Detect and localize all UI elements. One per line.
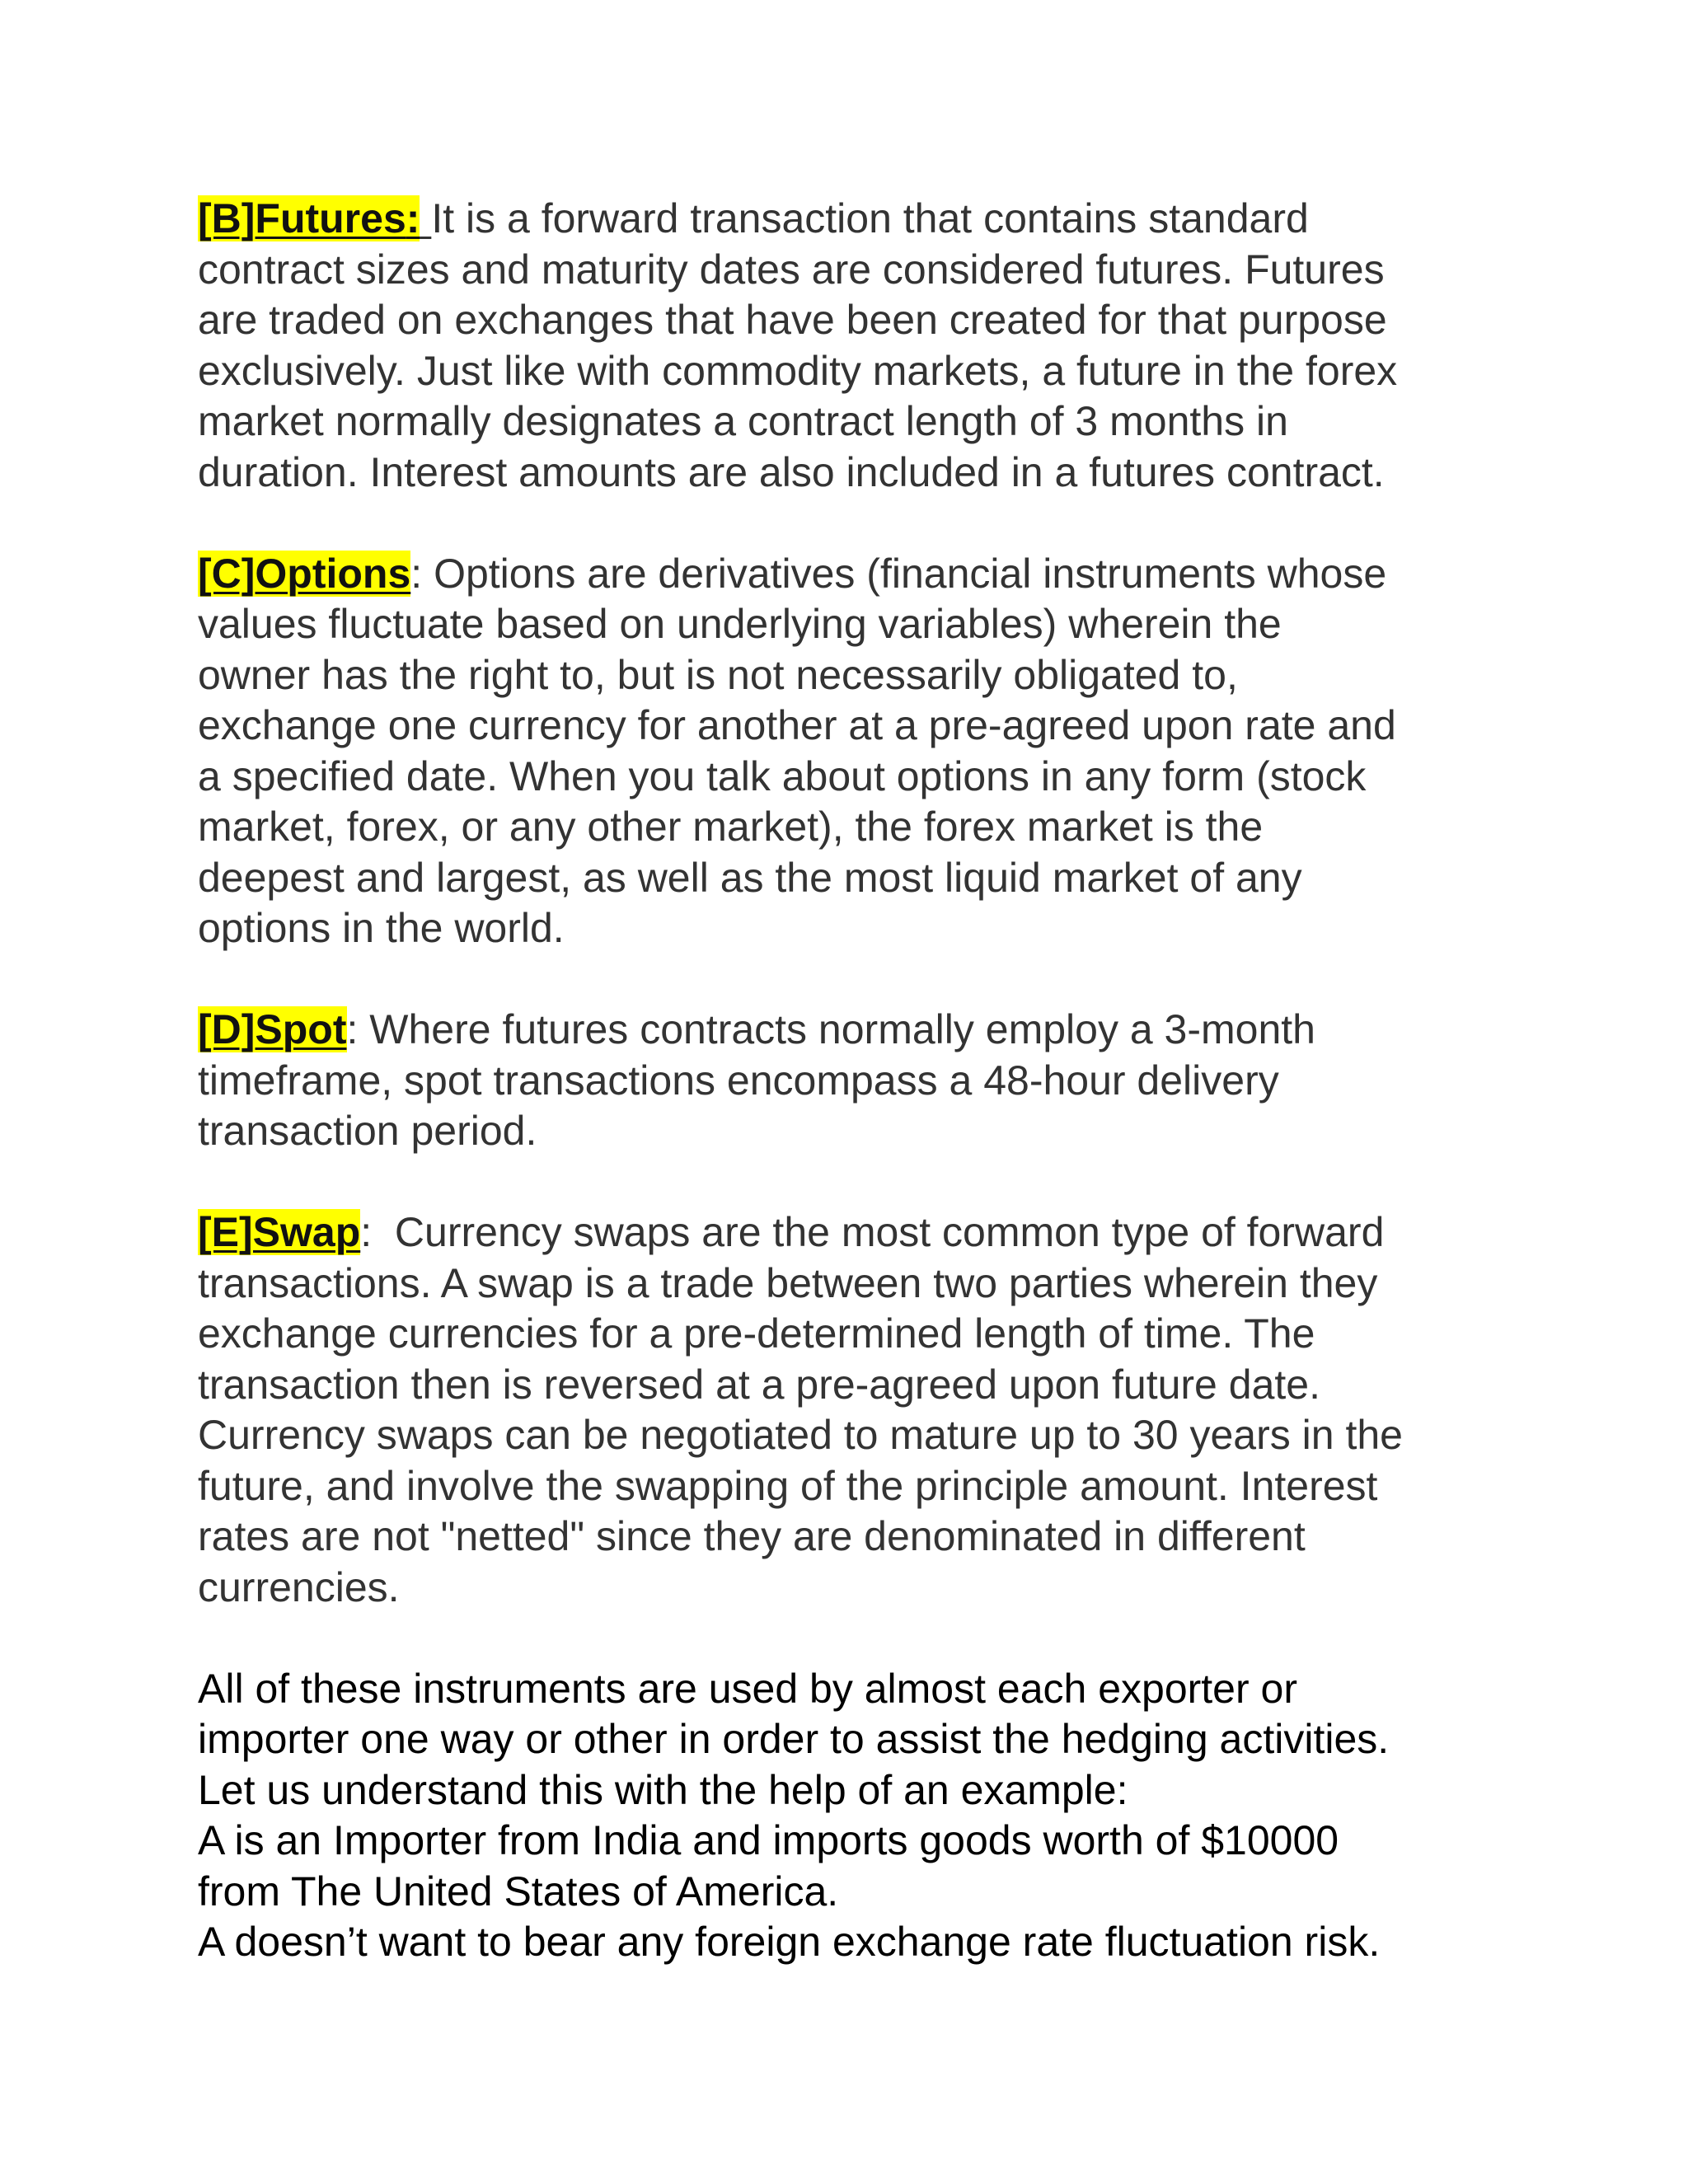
text-line: values fluctuate based on underlying variables) wherein the	[198, 601, 1282, 647]
text-line	[198, 194, 1550, 245]
term-futures: [B]Futures	[198, 195, 406, 241]
text-segment: : Currency swaps are the most common type of forward	[360, 1209, 1385, 1255]
paragraph-swap	[198, 1207, 1550, 1613]
term-futures-colon: :	[406, 195, 420, 241]
text-line	[198, 1005, 1550, 1056]
text-line: transactions. A swap is a trade between two parties wherein they	[198, 1259, 1378, 1306]
document-body	[198, 194, 1550, 2018]
text-line	[198, 549, 1550, 600]
text-line: duration. Interest amounts are also included in a futures contract.	[198, 448, 1385, 495]
text-segment: It is a forward transaction that contains standard	[431, 195, 1309, 241]
text-line: deepest and largest, as well as the most liquid market of any	[198, 854, 1302, 901]
text-line: from The United States of America.	[198, 1868, 839, 1915]
paragraph-futures	[198, 194, 1550, 498]
text-line: transaction period.	[198, 1108, 537, 1154]
text-line: All of these instruments are used by almost each exporter or	[198, 1665, 1297, 1712]
text-line: transaction then is reversed at a pre-agreed upon future date.	[198, 1361, 1320, 1408]
text-line: Let us understand this with the help of an example:	[198, 1766, 1128, 1813]
text-line: contract sizes and maturity dates are considered futures. Futures	[198, 246, 1385, 293]
term-options: [C]Options	[198, 550, 411, 597]
term-spot: [D]Spot	[198, 1006, 347, 1052]
text-line: Currency swaps can be negotiated to mature up to 30 years in the	[198, 1412, 1403, 1458]
text-line: A is an Importer from India and imports goods worth of $10000	[198, 1817, 1339, 1863]
text-line: are traded on exchanges that have been created for that purpose	[198, 297, 1387, 343]
text-line: exclusively. Just like with commodity markets, a future in the forex	[198, 347, 1398, 394]
paragraph-closing	[198, 1664, 1550, 1968]
paragraph-spot	[198, 1005, 1550, 1157]
text-line: importer one way or other in order to assist the hedging activities.	[198, 1716, 1390, 1762]
term-swap: [E]Swap	[198, 1209, 361, 1255]
text-line: exchange currencies for a pre-determined length of time. The	[198, 1310, 1315, 1357]
text-line: owner has the right to, but is not necessarily obligated to,	[198, 651, 1238, 698]
text-line: timeframe, spot transactions encompass a 48-hour delivery	[198, 1057, 1279, 1104]
text-line: exchange one currency for another at a pre-agreed upon rate and	[198, 702, 1396, 748]
paragraph-options	[198, 549, 1550, 954]
text-line: a specified date. When you talk about options in any form (stock	[198, 752, 1367, 799]
text-line: A doesn’t want to bear any foreign exchange rate fluctuation risk.	[198, 1919, 1381, 1965]
text-line: currencies.	[198, 1563, 400, 1610]
underlined-space	[420, 195, 431, 241]
text-line: market, forex, or any other market), the forex market is the	[198, 804, 1264, 850]
text-line: market normally designates a contract length of 3 months in	[198, 398, 1288, 444]
text-line: future, and involve the swapping of the principle amount. Interest	[198, 1462, 1378, 1509]
text-segment: : Where futures contracts normally employ a 3-month	[346, 1006, 1315, 1052]
text-segment: : Options are derivatives (financial instruments whose	[410, 550, 1387, 597]
text-line: options in the world.	[198, 905, 565, 951]
text-line	[198, 1207, 1550, 1258]
text-line: rates are not "netted" since they are denominated in different	[198, 1513, 1306, 1559]
